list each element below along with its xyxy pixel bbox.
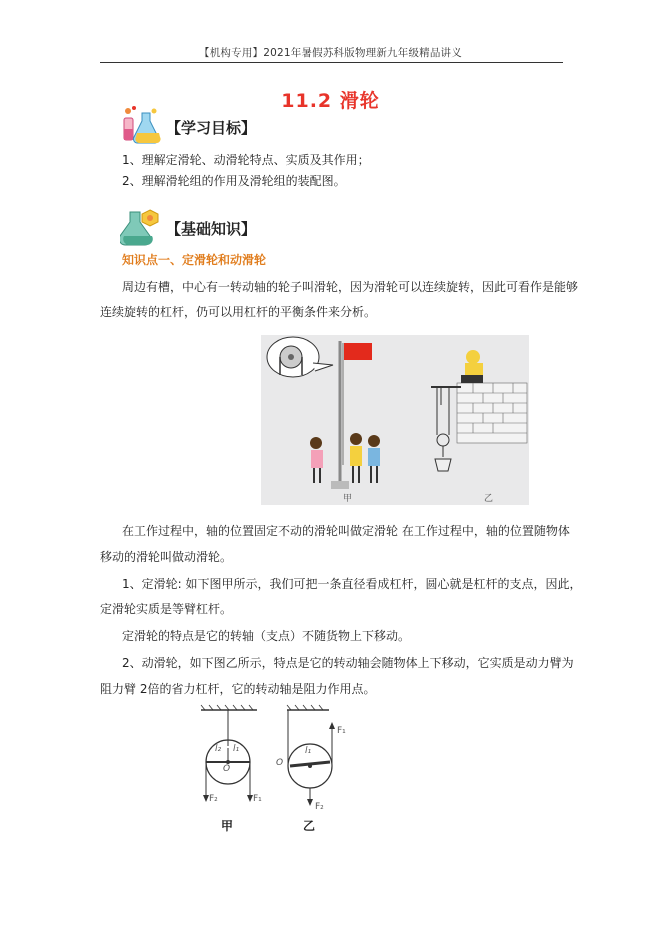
header-divider xyxy=(100,62,563,63)
pulley-force-diagram xyxy=(195,698,375,838)
label-f2: F₂ xyxy=(209,794,218,804)
page-header: 【机构专用】2021年暑假苏科版物理新九年级精品讲义 xyxy=(199,47,462,59)
label-f1: F₁ xyxy=(253,794,262,804)
figure-label-jia: 甲 xyxy=(343,494,353,504)
objective-item-1: 1、理解定滑轮、动滑轮特点、实质及其作用； xyxy=(122,153,370,167)
definition-line-1: 在工作过程中，轴的位置固定不动的滑轮叫做定滑轮 在工作过程中，轴的位置随物体 xyxy=(122,524,570,538)
fixed-pulley-line-1: 1、定滑轮: 如下图甲所示，我们可把一条直径看成杠杆，圆心就是杠杆的支点，因此， xyxy=(122,577,582,591)
section-title-basics: 【基础知识】 xyxy=(166,220,257,238)
chemistry-flask-icon xyxy=(120,105,162,147)
label-right-f2: F₂ xyxy=(315,802,324,812)
label-right-l1: l₁ xyxy=(305,746,312,756)
pulley-illustration xyxy=(261,335,529,505)
figure-label-yi: 乙 xyxy=(484,494,494,504)
figure2-label-yi: 乙 xyxy=(303,819,316,833)
fixed-pulley-line-2: 定滑轮实质是等臂杠杆。 xyxy=(100,602,233,616)
fixed-pulley-feature: 定滑轮的特点是它的转轴（支点）不随货物上下移动。 xyxy=(122,629,411,643)
knowledge-point-1: 知识点一、定滑轮和动滑轮 xyxy=(122,253,267,267)
figure2-label-jia: 甲 xyxy=(221,819,234,833)
intro-paragraph-line-2: 连续旋转的杠杆，仍可以用杠杆的平衡条件来分析。 xyxy=(100,305,377,319)
definition-line-2: 移动的滑轮叫做动滑轮。 xyxy=(100,550,233,564)
label-l2: l₂ xyxy=(215,744,222,754)
label-right-o: O xyxy=(276,758,284,768)
label-right-f1: F₁ xyxy=(337,726,346,736)
label-l1: l₁ xyxy=(233,744,240,754)
movable-pulley-line-2: 阻力臂 2倍的省力杠杆，它的转动轴是阻力作用点。 xyxy=(100,682,376,696)
section-title-objectives: 【学习目标】 xyxy=(166,119,257,137)
page-title: 11.2 滑轮 xyxy=(281,90,380,112)
movable-pulley-line-1: 2、动滑轮，如下图乙所示，特点是它的转动轴会随物体上下移动，它实质是动力臂为 xyxy=(122,656,574,670)
label-o: O xyxy=(223,764,231,774)
objective-item-2: 2、理解滑轮组的作用及滑轮组的装配图。 xyxy=(122,174,346,188)
experiment-flask-icon xyxy=(120,206,162,248)
intro-paragraph-line-1: 周边有槽，中心有一转动轴的轮子叫滑轮，因为滑轮可以连续旋转，因此可看作是能够 xyxy=(122,280,579,294)
